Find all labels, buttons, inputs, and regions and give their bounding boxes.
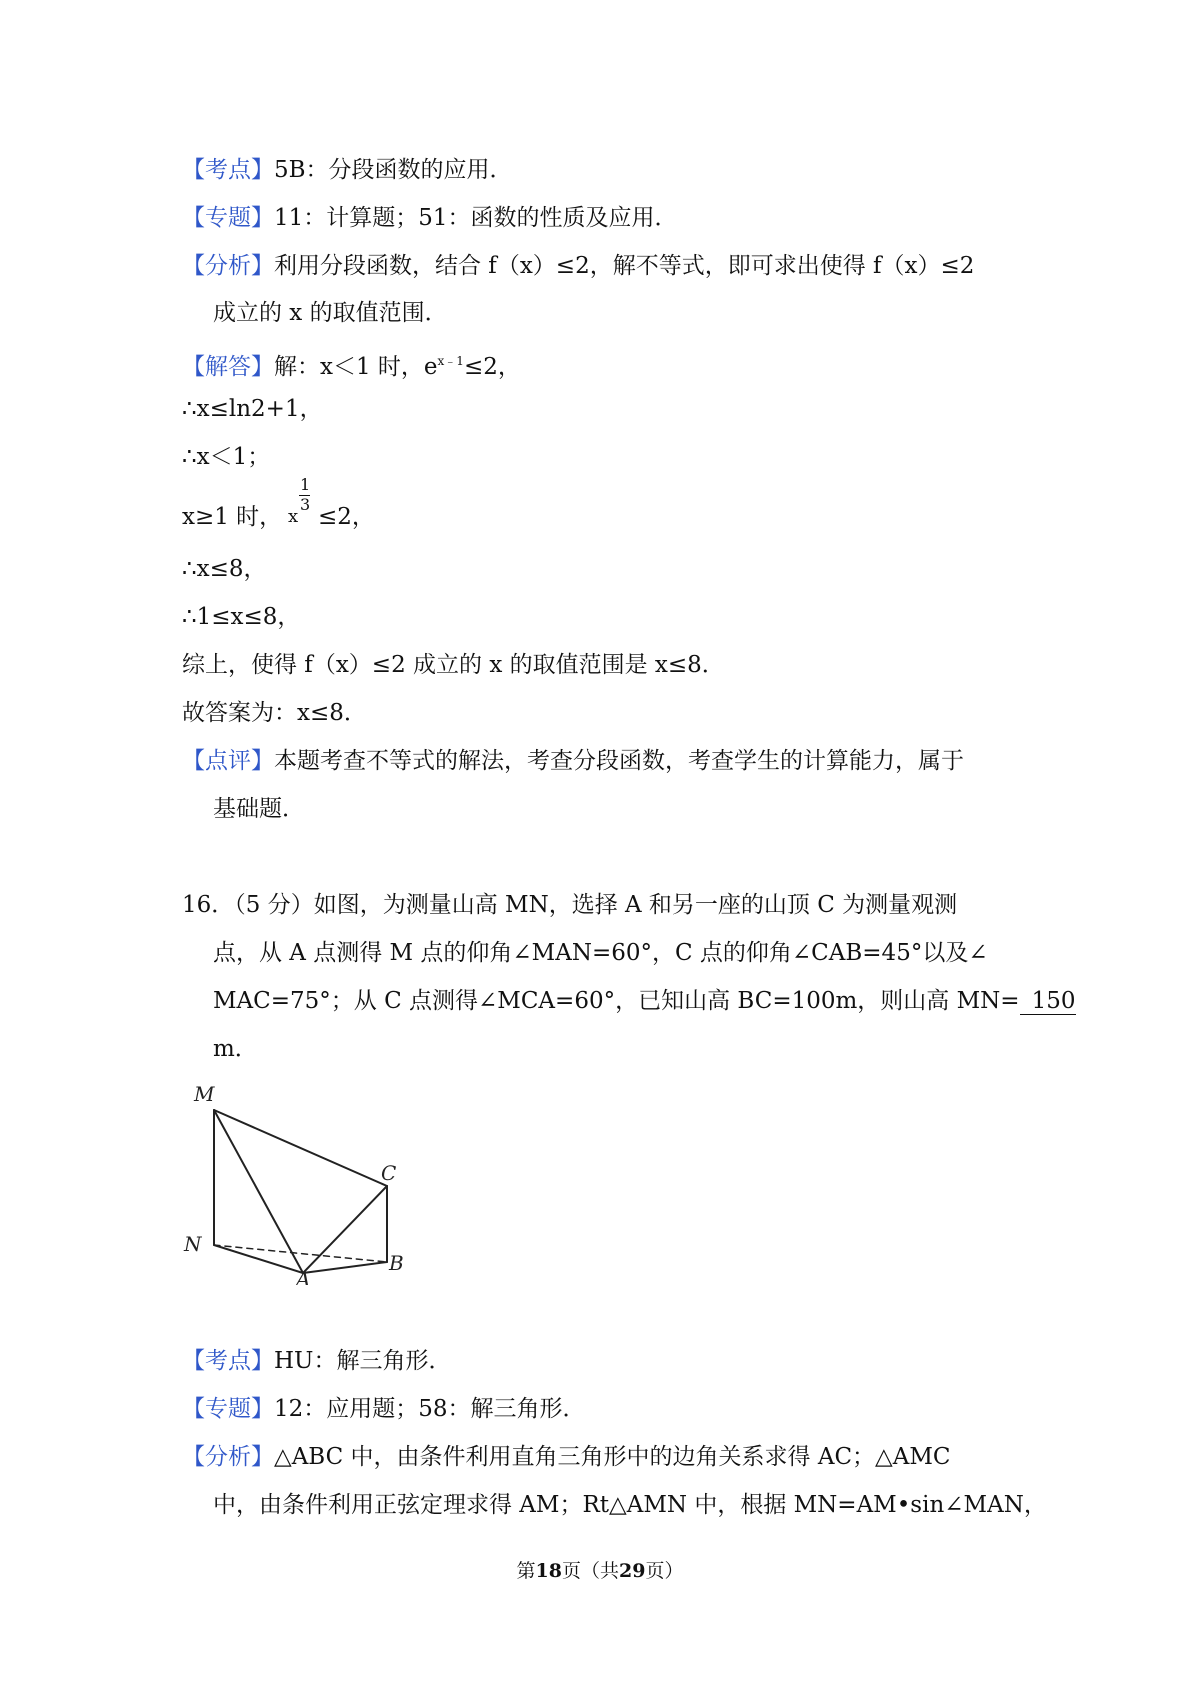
q16-fenxi-line bbox=[182, 1441, 951, 1473]
q15-kaodian-text: 5B：分段函数的应用． bbox=[274, 157, 513, 183]
q16-stem-line-4: m． bbox=[213, 1036, 258, 1062]
q16-zhuanti-text: 12：应用题；58：解三角形． bbox=[274, 1396, 586, 1422]
footer-page-number: 18 bbox=[535, 1560, 562, 1582]
x-to-one-third-power bbox=[288, 476, 312, 532]
q16-stem-line-3-text: MAC=75°；从 C 点测得∠MCA=60°，已知山高 BC=100m，则山高 MN= bbox=[213, 988, 1020, 1014]
q16-stem-line-3 bbox=[213, 985, 1076, 1017]
q15-step-3-prefix: x≥1 时， bbox=[182, 504, 283, 530]
q15-dianping-text-1: 本题考查不等式的解法，考查分段函数，考查学生的计算能力，属于 bbox=[274, 748, 964, 774]
q16-kaodian-text: HU：解三角形． bbox=[274, 1348, 452, 1374]
q16-stem-line-1: 16．（5 分）如图，为测量山高 MN，选择 A 和另一座的山顶 C 为测量观测 bbox=[182, 892, 958, 918]
answer-blank: 150 bbox=[1020, 988, 1076, 1015]
page-footer bbox=[0, 1558, 1200, 1584]
q15-fenxi-text-1: 利用分段函数，结合 f（x）≤2，解不等式，即可求出使得 f（x）≤2 bbox=[274, 253, 975, 279]
q16-zhuanti-line bbox=[182, 1393, 586, 1425]
mountain-triangle-figure bbox=[178, 1070, 418, 1285]
power-base: x bbox=[288, 506, 299, 527]
q15-zhuanti-line bbox=[182, 202, 678, 234]
q15-answer: 故答案为：x≤8． bbox=[182, 700, 367, 726]
q15-kaodian-line bbox=[182, 154, 513, 186]
label-B: B bbox=[389, 1251, 404, 1275]
footer-middle: 页（共 bbox=[561, 1560, 619, 1582]
kaodian-tag: 【考点】 bbox=[182, 1348, 274, 1374]
figure-svg bbox=[178, 1070, 418, 1285]
segment-AC bbox=[303, 1186, 387, 1273]
label-C: C bbox=[381, 1161, 397, 1185]
segment-AB bbox=[303, 1262, 387, 1273]
q16-fenxi-text-1: △ABC 中，由条件利用直角三角形中的边角关系求得 AC；△AMC bbox=[274, 1444, 951, 1470]
zhuanti-tag: 【专题】 bbox=[182, 1396, 274, 1422]
label-N: N bbox=[184, 1232, 202, 1256]
fenxi-tag: 【分析】 bbox=[182, 253, 274, 279]
q15-step-1: ∴x≤ln2+1， bbox=[182, 396, 323, 422]
q15-dianping-line bbox=[182, 745, 964, 777]
q15-dianping-continuation: 基础题． bbox=[213, 796, 305, 822]
label-M: M bbox=[194, 1082, 215, 1106]
fraction-numerator: 1 bbox=[300, 475, 311, 494]
kaodian-tag: 【考点】 bbox=[182, 157, 274, 183]
jieda-tag: 【解答】 bbox=[182, 354, 274, 380]
label-A: A bbox=[296, 1267, 311, 1285]
q15-step-5: ∴1≤x≤8， bbox=[182, 604, 301, 630]
zhuanti-tag: 【专题】 bbox=[182, 205, 274, 231]
dianping-tag: 【点评】 bbox=[182, 748, 274, 774]
q15-jieda-line bbox=[182, 345, 521, 383]
q15-zhuanti-text: 11：计算题；51：函数的性质及应用． bbox=[274, 205, 678, 231]
segment-MC bbox=[214, 1110, 387, 1186]
q15-step-2: ∴x＜1； bbox=[182, 444, 271, 470]
footer-prefix: 第 bbox=[516, 1560, 536, 1582]
q15-step-4: ∴x≤8， bbox=[182, 556, 267, 582]
fraction-denominator: 3 bbox=[300, 495, 311, 514]
q16-stem-line-2: 点，从 A 点测得 M 点的仰角∠MAN=60°，C 点的仰角∠CAB=45°以及∠ bbox=[213, 940, 988, 966]
q16-fenxi-continuation: 中，由条件利用正弦定理求得 AM；Rt△AMN 中，根据 MN=AM•sin∠MAN， bbox=[213, 1492, 1047, 1518]
footer-total-pages: 29 bbox=[619, 1560, 646, 1582]
q15-jieda-text: 解：x＜1 时，e bbox=[274, 354, 438, 380]
q15-step-3-suffix: ≤2， bbox=[318, 504, 375, 530]
q15-summary: 综上，使得 f（x）≤2 成立的 x 的取值范围是 x≤8． bbox=[182, 652, 725, 678]
q15-fenxi-continuation: 成立的 x 的取值范围． bbox=[213, 300, 448, 326]
footer-suffix: 页） bbox=[645, 1560, 684, 1582]
exponent-superscript: x﹣1 bbox=[437, 354, 464, 368]
q16-kaodian-line bbox=[182, 1345, 451, 1377]
fenxi-tag: 【分析】 bbox=[182, 1444, 274, 1470]
q15-fenxi-line bbox=[182, 250, 974, 282]
q15-jieda-text-post: ≤2， bbox=[463, 354, 521, 380]
